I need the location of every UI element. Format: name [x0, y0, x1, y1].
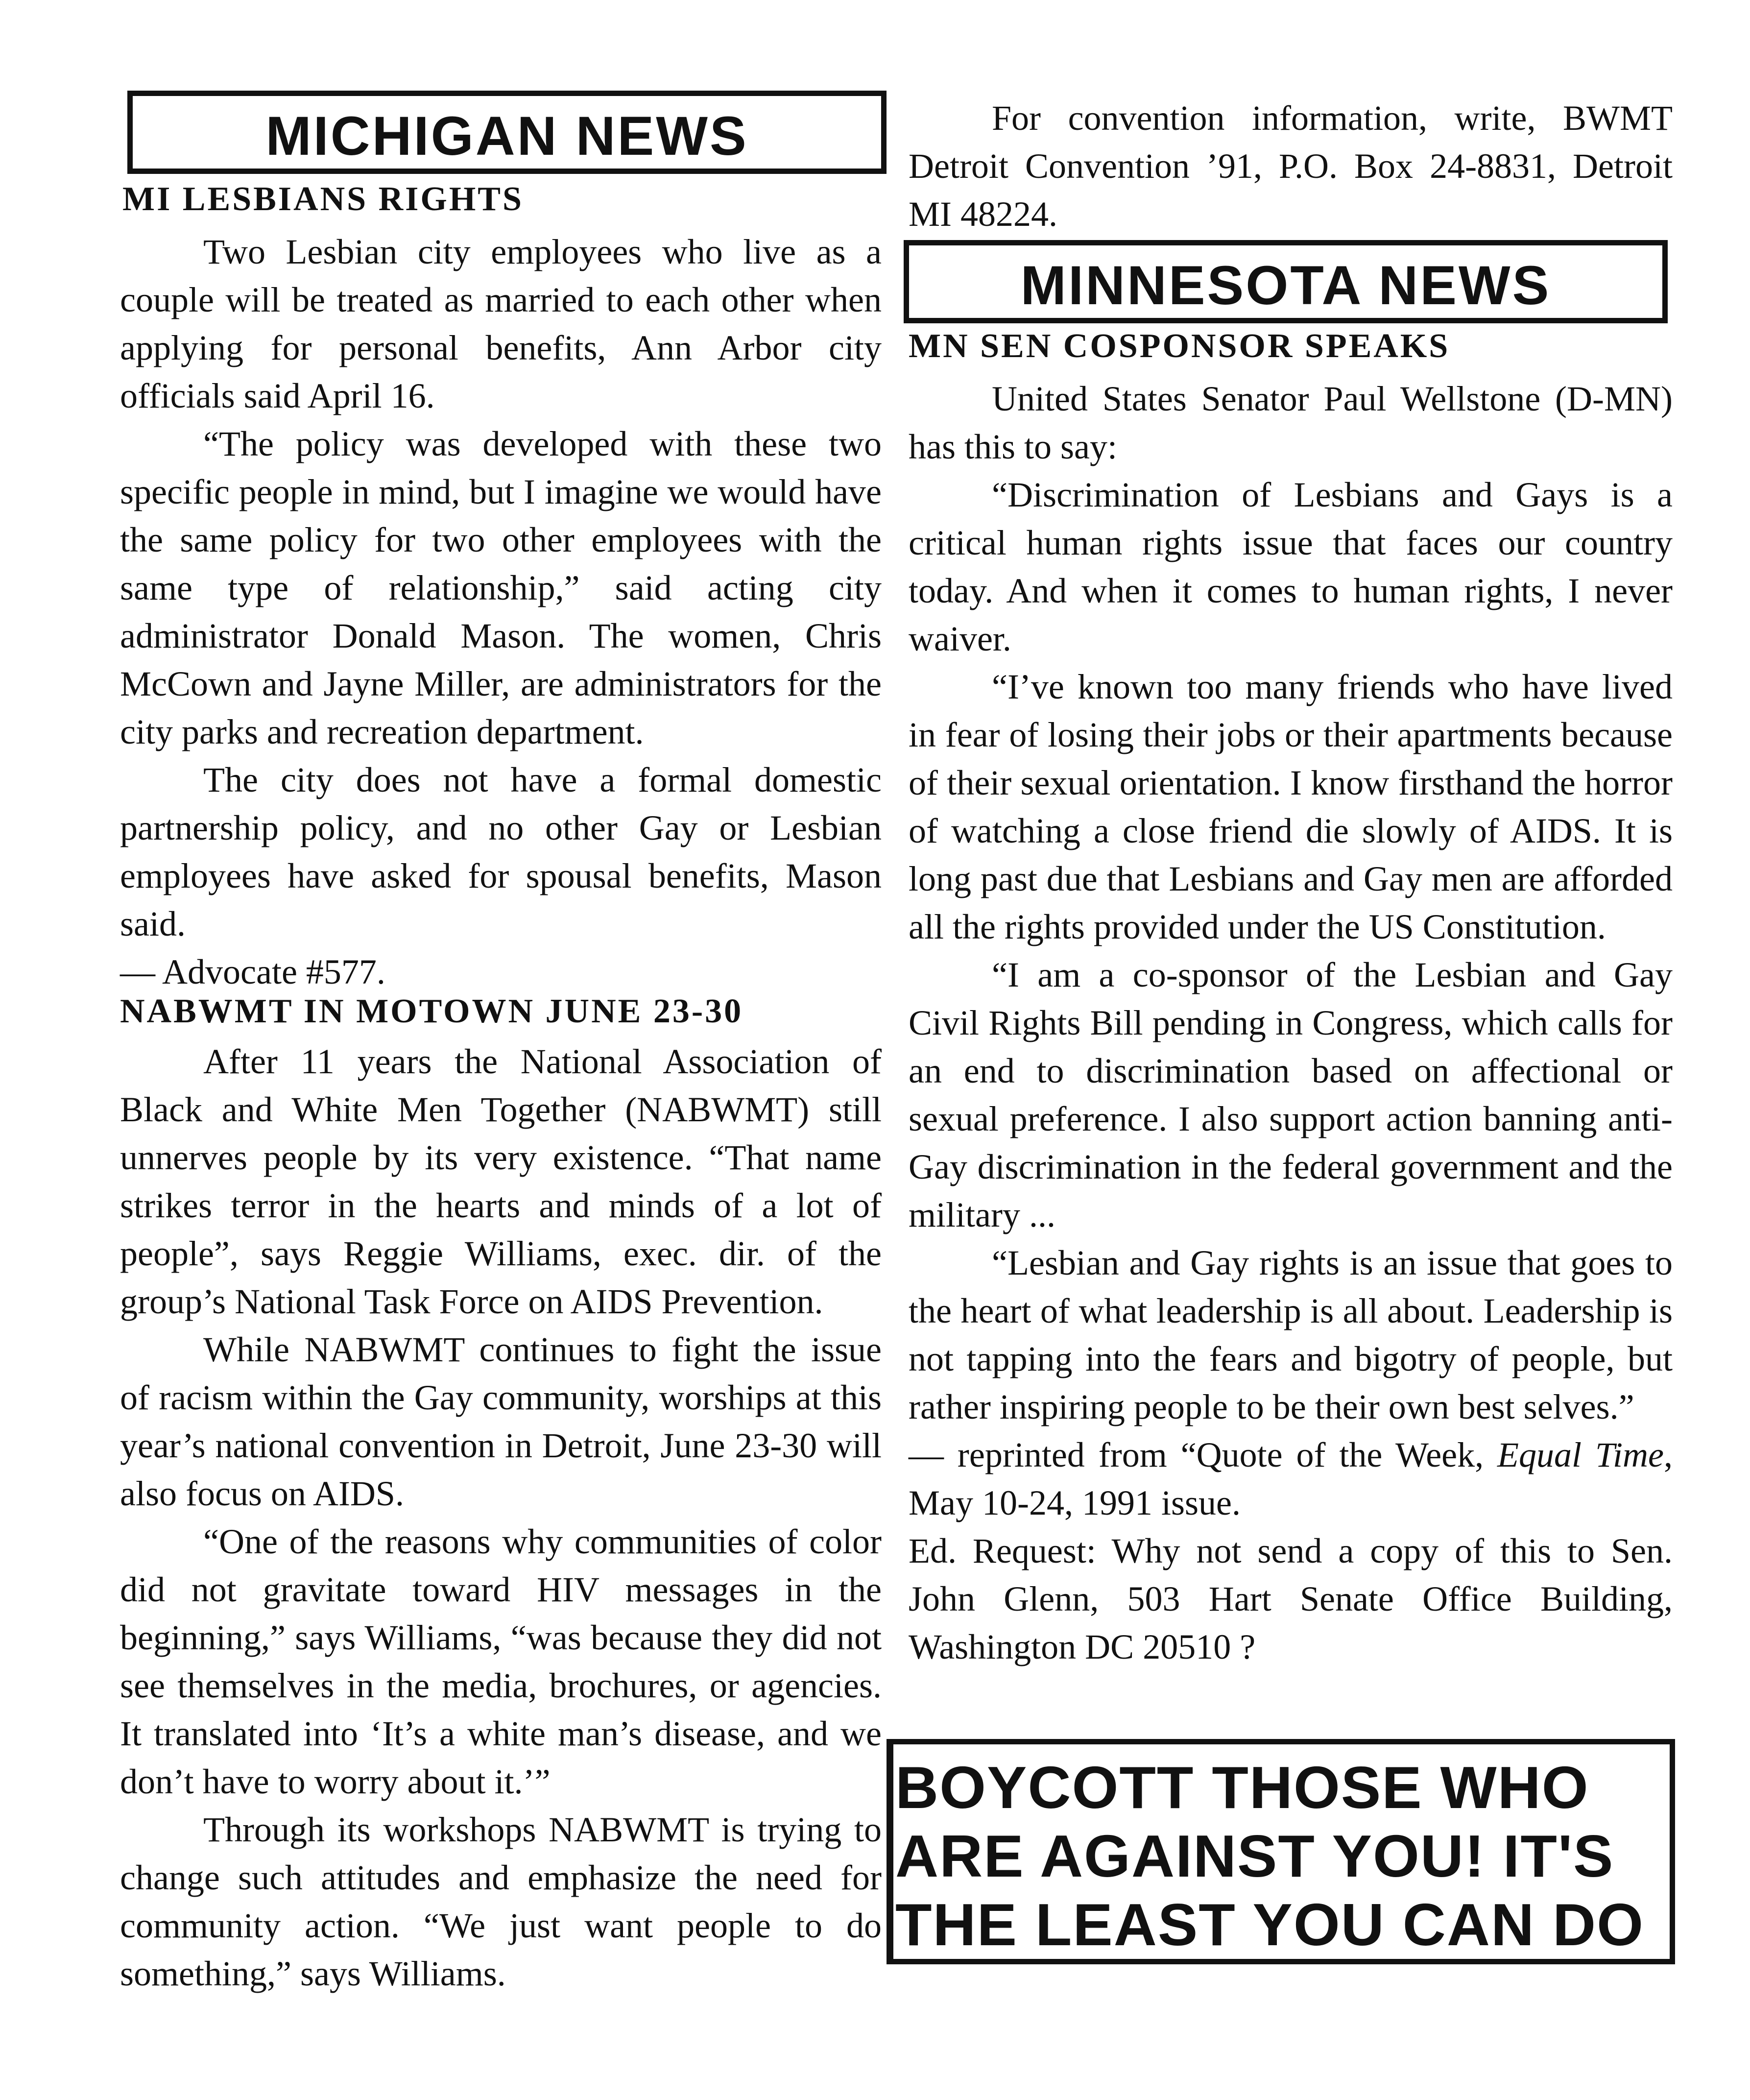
boycott-line: BOYCOTT THOSE WHO [895, 1754, 1589, 1821]
paragraph: For convention information, write, BWMT Detroit Convention ’91, P.O. Box 24-8831, Detroit MI 48224. [909, 98, 1673, 234]
paragraph: While NABWMT continues to fight the issue of racism within the Gay community, worships at this year’s national convention in Detroit, June 23-30 will also focus on AIDS. [120, 1330, 882, 1513]
boycott-box [887, 1739, 1675, 1964]
boycott-line: ARE AGAINST YOU! IT'S [895, 1823, 1614, 1889]
michigan-news-header: MICHIGAN NEWS [127, 91, 887, 174]
paragraph: “Lesbian and Gay rights is an issue that goes to the heart of what leadership is all about. Leadership is not tapping into the fears and bigotry of people, but rather inspiring people to be their own best selves.” [909, 1243, 1673, 1426]
paragraph: Through its workshops NABWMT is trying to change such attitudes and emphasize the need for community action. “We just want people to do something,” says Williams. [120, 1810, 882, 1993]
paragraph: The city does not have a formal domestic partnership policy, and no other Gay or Lesbian employees have asked for spousal benefits, Mason said. [120, 760, 882, 943]
article-headline: MI LESBIANS RIGHTS [122, 180, 524, 218]
convention-info [909, 94, 1673, 238]
paragraph: After 11 years the National Association of Black and White Men Together (NABWMT) still unnerves people by its very existence. “That name strikes terror in the hearts and minds of a lot of people”, says Reggie Williams, exec. dir. of the group’s National Task Force on AIDS Prevention. [120, 1042, 882, 1321]
minnesota-news-header: MINNESOTA NEWS [904, 240, 1668, 323]
article-source: — Advocate #577. [120, 952, 385, 991]
boycott-line: THE LEAST YOU CAN DO [895, 1891, 1644, 1958]
paragraph: “Discrimination of Lesbians and Gays is a critical human rights issue that faces our country today. And when it comes to human rights, I never waiver. [909, 475, 1673, 658]
article-body [120, 1038, 882, 1998]
article-body [909, 375, 1673, 1671]
paragraph: United States Senator Paul Wellstone (D-MN) has this to say: [909, 379, 1673, 466]
paragraph: Two Lesbian city employees who live as a couple will be treated as married to each other when applying for personal benefits, Ann Arbor city officials said April 16. [120, 232, 882, 415]
paragraph: “The policy was developed with these two specific people in mind, but I imagine we would have the same policy for two other employees with the same type of relationship,” said acting city administrator Donald Mason. The women, Chris McCown and Jayne Miller, are administrators for the city parks and recreation department. [120, 424, 882, 751]
publication-title: Equal Time [1497, 1435, 1664, 1474]
paragraph: “One of the reasons why communities of color did not gravitate toward HIV messages in the beginning,” says Williams, “was because they did not see themselves in the media, brochures, or agencies. It translated into ‘It’s a white man’s disease, and we don’t have to worry about it.’” [120, 1522, 882, 1801]
article-body [120, 228, 882, 996]
article-source: — reprinted from “Quote of the Week, Equal Time, May 10-24, 1991 issue. [909, 1435, 1673, 1522]
editor-request: Ed. Request: Why not send a copy of this to Sen. John Glenn, 503 Hart Senate Office Building, Washington DC 20510 ? [909, 1531, 1673, 1666]
article-headline: NABWMT IN MOTOWN JUNE 23-30 [120, 992, 743, 1030]
article-headline: MN SEN COSPONSOR SPEAKS [909, 327, 1450, 365]
paragraph: “I am a co-sponsor of the Lesbian and Gay Civil Rights Bill pending in Congress, which calls for an end to discrimination based on affectional or sexual preference. I also support action banning anti-Gay discrimination in the federal government and the military ... [909, 955, 1673, 1234]
paragraph: “I’ve known too many friends who have lived in fear of losing their jobs or their apartments because of their sexual orientation. I know firsthand the horror of watching a close friend die slowly of AIDS. It is long past due that Lesbians and Gay men are afforded all the rights provided under the US Constitution. [909, 667, 1673, 946]
